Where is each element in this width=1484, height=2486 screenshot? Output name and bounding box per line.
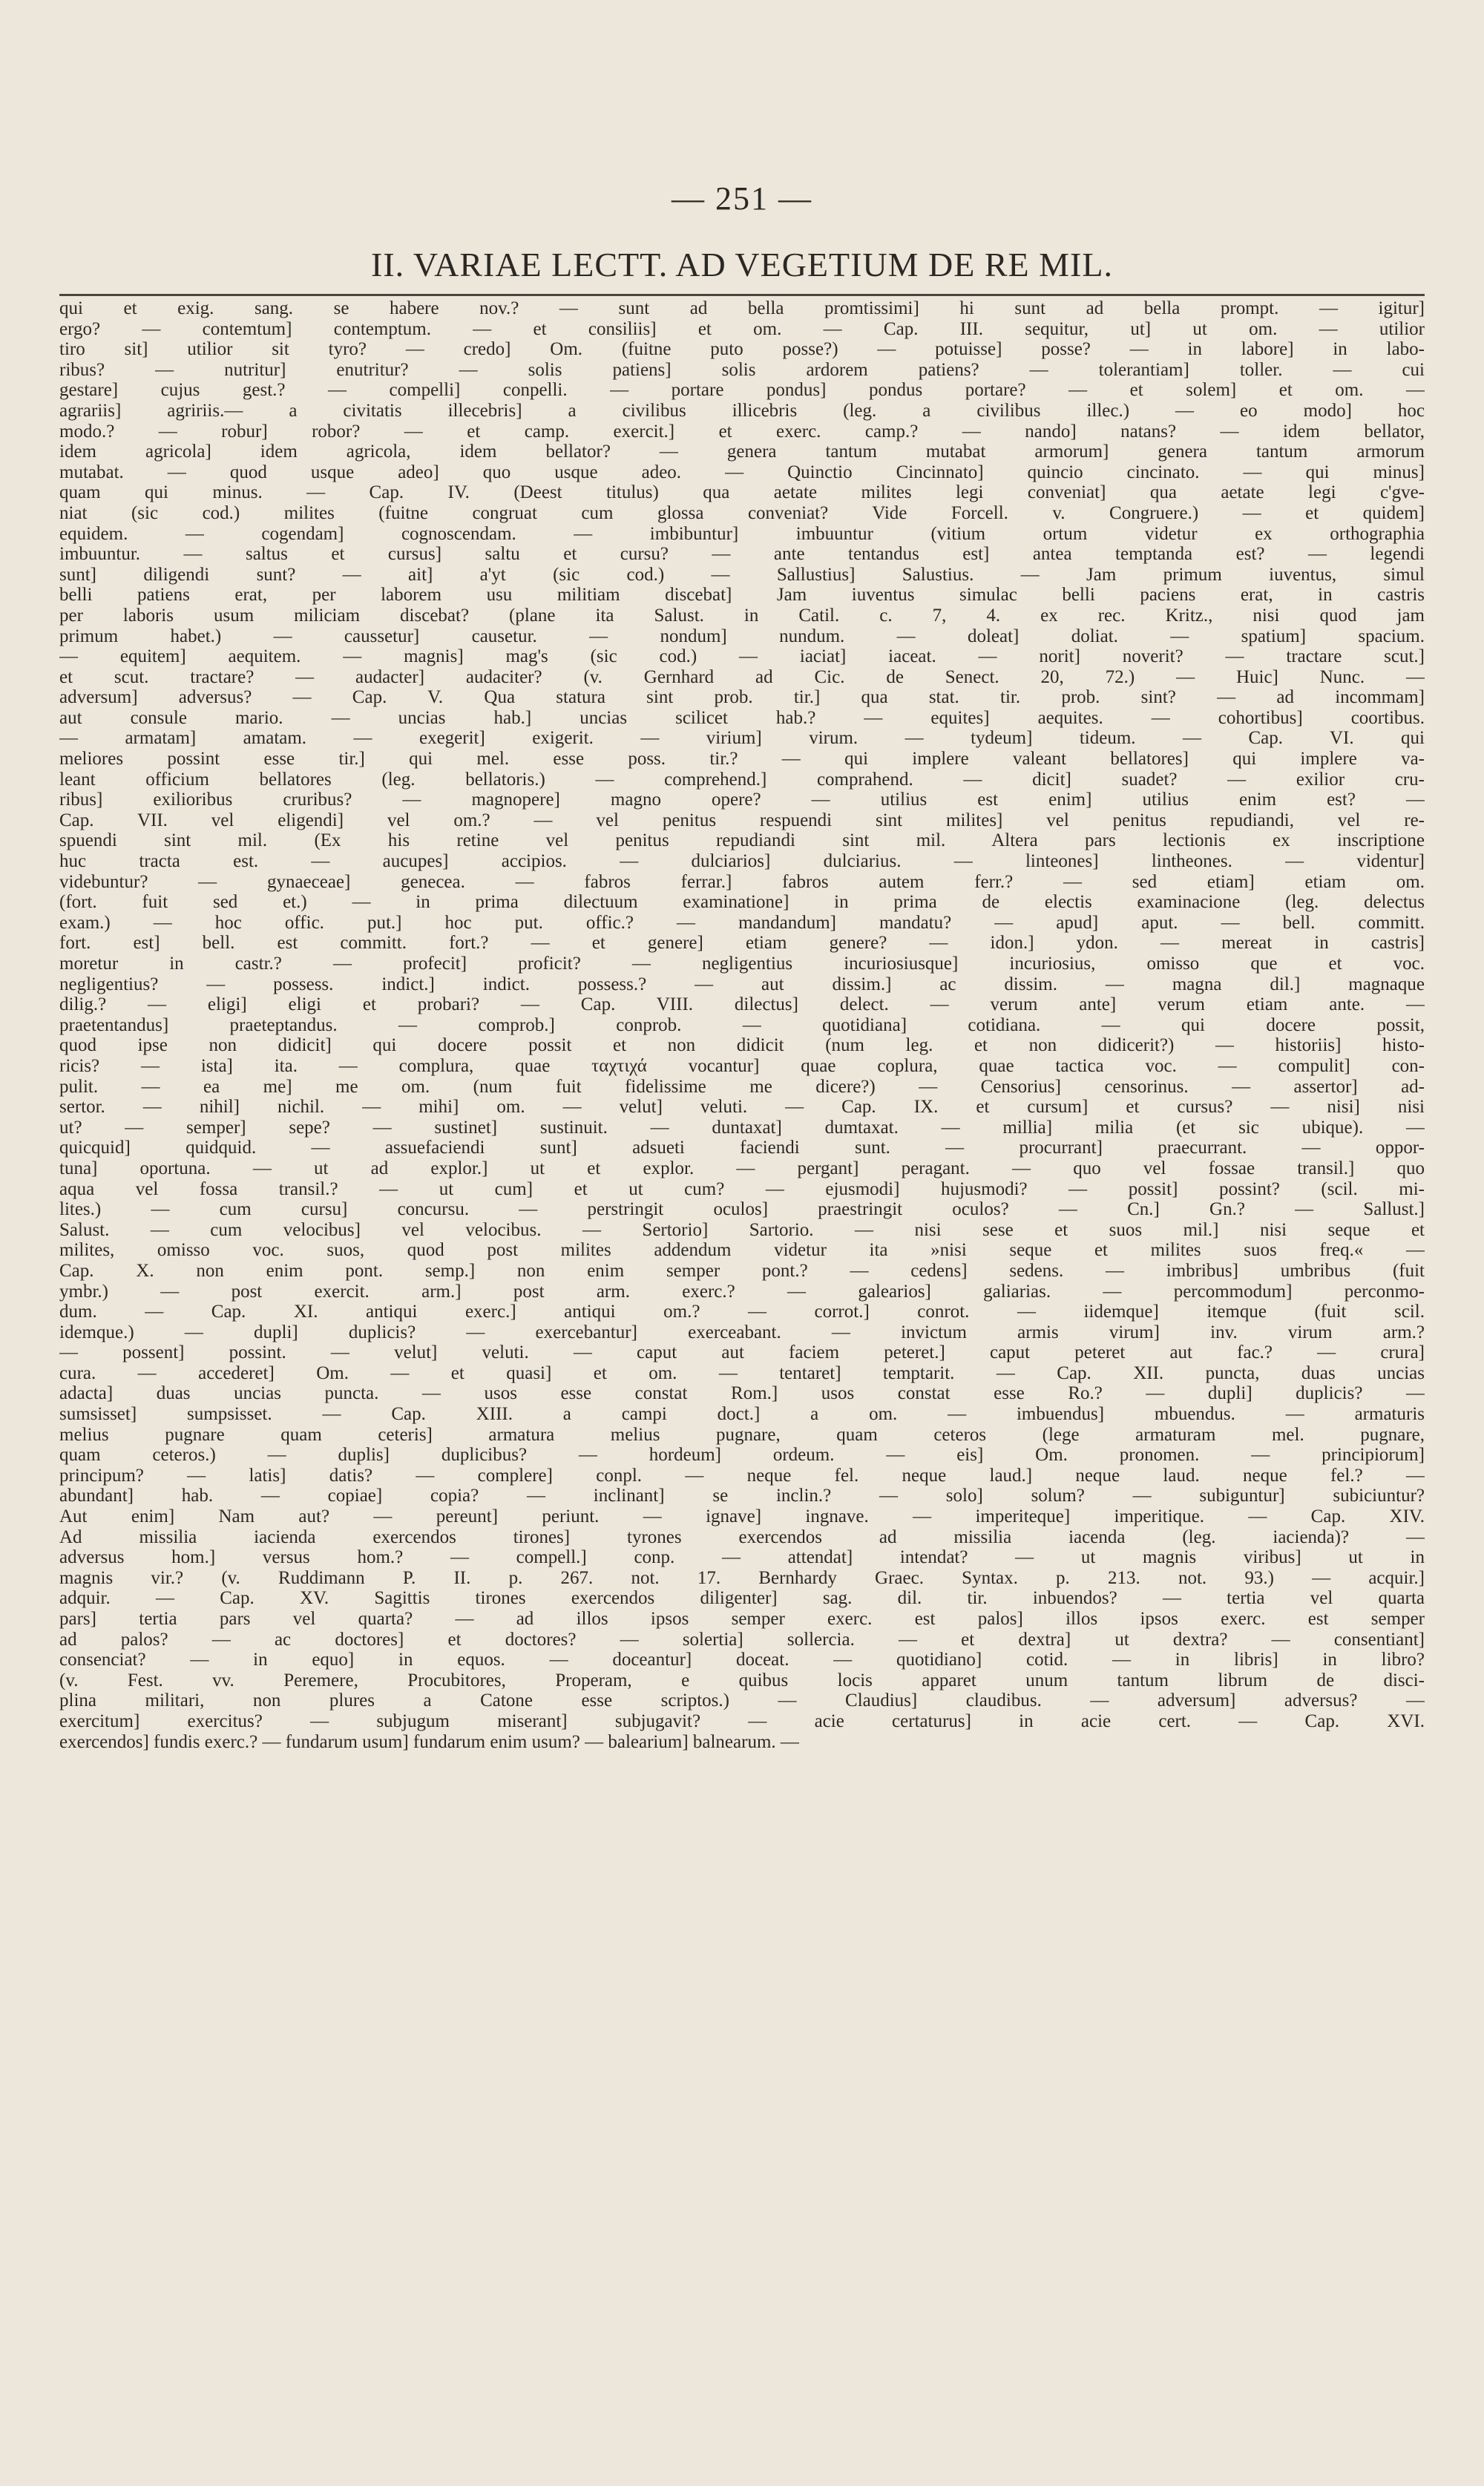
text-line: Cap. VII. vel eligendi] vel om.? — vel penitus respuendi sint milites] vel penitus repudiandi, vel re- [59, 810, 1425, 830]
text-line: ricis? — ista] ita. — complura, quae ταχτιχά vocantur] quae coplura, quae tactica voc. — compulit] con- [59, 1055, 1425, 1076]
text-line: Ad missilia iacienda exercendos tirones] tyrones exercendos ad missilia iacenda (leg. iacienda)? — [59, 1526, 1425, 1547]
body-text [59, 298, 1425, 1752]
text-line: plina militari, non plures a Catone esse scriptos.) — Claudius] claudibus. — adversum] adversus? — [59, 1690, 1425, 1711]
text-line: magnis vir.? (v. Ruddimann P. II. p. 267. not. 17. Bernhardy Graec. Syntax. p. 213. not. 93.) — acquir.] [59, 1567, 1425, 1588]
text-line: exercitum] exercitus? — subjugum miserant] subjugavit? — acie certaturus] in acie cert. — Cap. XVI. [59, 1711, 1425, 1731]
text-line: adquir. — Cap. XV. Sagittis tirones exercendos diligenter] sag. dil. tir. inbuendos? — tertia vel quarta [59, 1588, 1425, 1609]
text-line: — possent] possint. — velut] veluti. — caput aut faciem peteret.] caput peteret aut fac.? — crura] [59, 1342, 1425, 1363]
text-line: Salust. — cum velocibus] vel velocibus. — Sertorio] Sartorio. — nisi sese et suos mil.] nisi seque et [59, 1219, 1425, 1240]
text-line: pars] tertia pars vel quarta? — ad illos ipsos semper exerc. est palos] illos ipsos exerc. est semper [59, 1609, 1425, 1629]
text-line: (fort. fuit sed et.) — in prima dilectuum examinatione] in prima de electis examinacione (leg. delectus [59, 892, 1425, 913]
text-line: milites, omisso voc. suos, quod post milites addendum videtur ita »nisi seque et milites suos freq.« — [59, 1240, 1425, 1261]
text-line: fort. est] bell. est committ. fort.? — et genere] etiam genere? — idon.] ydon. — mereat in castris] [59, 933, 1425, 954]
text-line: gestare] cujus gest.? — compelli] conpelli. — portare pondus] pondus portare? — et solem] et om. — [59, 380, 1425, 401]
text-line: exam.) — hoc offic. put.] hoc put. offic.? — mandandum] mandatu? — apud] aput. — bell. committ. [59, 912, 1425, 933]
text-line: imbuuntur. — saltus et cursus] saltu et cursu? — ante tentandus est] antea temptanda est? — legendi [59, 544, 1425, 565]
text-line: spuendi sint mil. (Ex his retine vel penitus repudiandi sint mil. Altera pars lectionis ex inscriptione [59, 830, 1425, 851]
text-line: meliores possint esse tir.] qui mel. esse poss. tir.? — qui implere valeant bellatores] qui implere va- [59, 749, 1425, 770]
text-line: idemque.) — dupli] duplicis? — exercebantur] exerceabant. — invictum armis virum] inv. virum arm.? [59, 1322, 1425, 1342]
text-line: lites.) — cum cursu] concursu. — perstringit oculos] praestringit oculos? — Cn.] Gn.? — Sallust.] [59, 1199, 1425, 1220]
text-line: adacta] duas uncias puncta. — usos esse constat Rom.] usos constat esse Ro.? — dupli] duplicis? — [59, 1383, 1425, 1404]
text-line: primum habet.) — caussetur] causetur. — nondum] nundum. — doleat] doliat. — spatium] spacium. [59, 626, 1425, 646]
text-line: Aut enim] Nam aut? — pereunt] periunt. — ignave] ingnave. — imperiteque] imperitique. — Cap. XIV. [59, 1506, 1425, 1527]
text-line: leant officium bellatores (leg. bellatoris.) — comprehend.] comprahend. — dicit] suadet? — exilior cru- [59, 769, 1425, 790]
text-line: ad palos? — ac doctores] et doctores? — solertia] sollercia. — et dextra] ut dextra? — consentiant] [59, 1629, 1425, 1650]
text-line: melius pugnare quam ceteris] armatura melius pugnare, quam ceteros (lege armaturam mel. pugnare, [59, 1424, 1425, 1445]
text-line: adversus hom.] versus hom.? — compell.] conp. — attendat] intendat? — ut magnis viribus] ut in [59, 1547, 1425, 1568]
text-line: belli patiens erat, per laborem usu militiam discebat] Jam iuventus simulac belli paciens erat, in castris [59, 585, 1425, 606]
text-line: tiro sit] utilior sit tyro? — credo] Om. (fuitne puto posse?) — potuisse] posse? — in labore] in labo- [59, 339, 1425, 360]
text-line: quam ceteros.) — duplis] duplicibus? — hordeum] ordeum. — eis] Om. pronomen. — principiorum] [59, 1445, 1425, 1466]
text-line: ergo? — contemtum] contemptum. — et consiliis] et om. — Cap. III. sequitur, ut] ut om. — utilior [59, 318, 1425, 339]
text-line: consenciat? — in equo] in equos. — doceantur] doceat. — quotidiano] cotid. — in libris] in libro? [59, 1650, 1425, 1670]
text-line: ribus] exilioribus cruribus? — magnopere] magno opere? — utilius est enim] utilius enim est? — [59, 790, 1425, 810]
text-line: aqua vel fossa transil.? — ut cum] et ut cum? — ejusmodi] hujusmodi? — possit] possint? (scil. mi- [59, 1178, 1425, 1199]
text-line: agrariis] agririis.— a civitatis illecebris] a civilibus illicebris (leg. a civilibus illec.) — eo modo] hoc [59, 400, 1425, 421]
text-line: adversum] adversus? — Cap. V. Qua statura sint prob. tir.] qua stat. tir. prob. sint? — ad incommam] [59, 687, 1425, 708]
page-number: — 251 — [672, 180, 812, 217]
text-line: — armatam] amatam. — exegerit] exigerit. — virium] virum. — tydeum] tideum. — Cap. VI. qui [59, 728, 1425, 749]
text-line: Cap. X. non enim pont. semp.] non enim semper pont.? — cedens] sedens. — imbribus] umbribus (fuit [59, 1260, 1425, 1281]
text-line: quicquid] quidquid. — assuefaciendi sunt] adsueti faciendi sunt. — procurrant] praecurrant. — oppor- [59, 1138, 1425, 1158]
text-line: abundant] hab. — copiae] copia? — inclinant] se inclin.? — solo] solum? — subiguntur] subiciuntur? [59, 1486, 1425, 1506]
text-line: praetentandus] praeteptandus. — comprob.] conprob. — quotidiana] cotidiana. — qui docere possit, [59, 1014, 1425, 1035]
text-line: videbuntur? — gynaeceae] genecea. — fabros ferrar.] fabros autem ferr.? — sed etiam] etiam om. [59, 871, 1425, 892]
text-line: (v. Fest. vv. Peremere, Procubitores, Properam, e quibus locis apparet unum tantum librum de disci- [59, 1670, 1425, 1690]
text-line: dilig.? — eligi] eligi et probari? — Cap. VIII. dilectus] delect. — verum ante] verum etiam ante. — [59, 994, 1425, 1015]
text-line: principum? — latis] datis? — complere] conpl. — neque fel. neque laud.] neque laud. neque fel.? — [59, 1465, 1425, 1486]
text-line: ymbr.) — post exercit. arm.] post arm. exerc.? — galearios] galiarias. — percommodum] perconmo- [59, 1281, 1425, 1302]
text-line: pulit. — ea me] me om. (num fuit fidelissime me dicere?) — Censorius] censorinus. — assertor] ad- [59, 1076, 1425, 1097]
text-line: cura. — accederet] Om. — et quasi] et om. — tentaret] temptarit. — Cap. XII. puncta, duas uncias [59, 1362, 1425, 1383]
text-line: mutabat. — quod usque adeo] quo usque adeo. — Quinctio Cincinnato] quincio cincinato. — qui minus] [59, 462, 1425, 482]
text-line: niat (sic cod.) milites (fuitne congruat cum glossa conveniat? Vide Forcell. v. Congruere.) — et quidem] [59, 502, 1425, 523]
text-line: ribus? — nutritur] enutritur? — solis patiens] solis ardorem patiens? — tolerantiam] toller. — cui [59, 359, 1425, 380]
text-line: per laboris usum miliciam discebat? (plane ita Salust. in Catil. c. 7, 4. ex rec. Kritz., nisi quod jam [59, 605, 1425, 626]
header-rule [59, 294, 1425, 296]
text-line: equidem. — cogendam] cognoscendam. — imbibuntur] imbuuntur (vitium ortum videtur ex orthographia [59, 523, 1425, 544]
text-line: huc tracta est. — aucupes] accipios. — dulciarios] dulciarius. — linteones] lintheones. — videntur] [59, 851, 1425, 872]
text-line: qui et exig. sang. se habere nov.? — sunt ad bella promtissimi] hi sunt ad bella prompt. — igitur] [59, 298, 1425, 318]
text-line: moretur in castr.? — profecit] proficit? — negligentius incuriosiusque] incuriosius, omisso que et voc. [59, 954, 1425, 974]
text-line: ut? — semper] sepe? — sustinet] sustinuit. — duntaxat] dumtaxat. — millia] milia (et sic ubique). — [59, 1117, 1425, 1138]
text-line: negligentius? — possess. indict.] indict. possess.? — aut dissim.] ac dissim. — magna dil.] magnaque [59, 974, 1425, 994]
text-line: sunt] diligendi sunt? — ait] a'yt (sic cod.) — Sallustius] Salustius. — Jam primum iuventus, simul [59, 564, 1425, 585]
text-line: tuna] oportuna. — ut ad explor.] ut et explor. — pergant] peragant. — quo vel fossae transil.] quo [59, 1158, 1425, 1178]
running-head: II. VARIAE LECTT. AD VEGETIUM DE RE MIL. [371, 246, 1113, 283]
text-line: idem agricola] idem agricola, idem bellator? — genera tantum mutabat armorum] genera tantum armorum [59, 442, 1425, 462]
text-line: sertor. — nihil] nichil. — mihi] om. — velut] veluti. — Cap. IX. et cursum] et cursus? — nisi] nisi [59, 1097, 1425, 1118]
text-line: aut consule mario. — uncias hab.] uncias scilicet hab.? — equites] aequites. — cohortibus] coortibus. [59, 707, 1425, 728]
text-line: quod ipse non didicit] qui docere possit et non didicit (num leg. et non didicerit?) — historiis] histo- [59, 1035, 1425, 1056]
text-line: dum. — Cap. XI. antiqui exerc.] antiqui om.? — corrot.] conrot. — iidemque] itemque (fuit scil. [59, 1302, 1425, 1322]
text-line: quam qui minus. — Cap. IV. (Deest titulus) qua aetate milites legi conveniat] qua aetate legi c'gve- [59, 482, 1425, 503]
text-line: sumsisset] sumpsisset. — Cap. XIII. a campi doct.] a om. — imbuendus] mbuendus. — armaturis [59, 1404, 1425, 1425]
text-line: et scut. tractare? — audacter] audaciter? (v. Gernhard ad Cic. de Senect. 20, 72.) — Huic] Nunc. — [59, 666, 1425, 687]
text-line: — equitem] aequitem. — magnis] mag's (sic cod.) — iaciat] iaceat. — norit] noverit? — tractare scut.] [59, 646, 1425, 667]
text-line: exercendos] fundis exerc.? — fundarum usum] fundarum enim usum? — balearium] balnearum. — [59, 1731, 799, 1752]
text-line: modo.? — robur] robor? — et camp. exercit.] et exerc. camp.? — nando] natans? — idem bellator, [59, 421, 1425, 442]
